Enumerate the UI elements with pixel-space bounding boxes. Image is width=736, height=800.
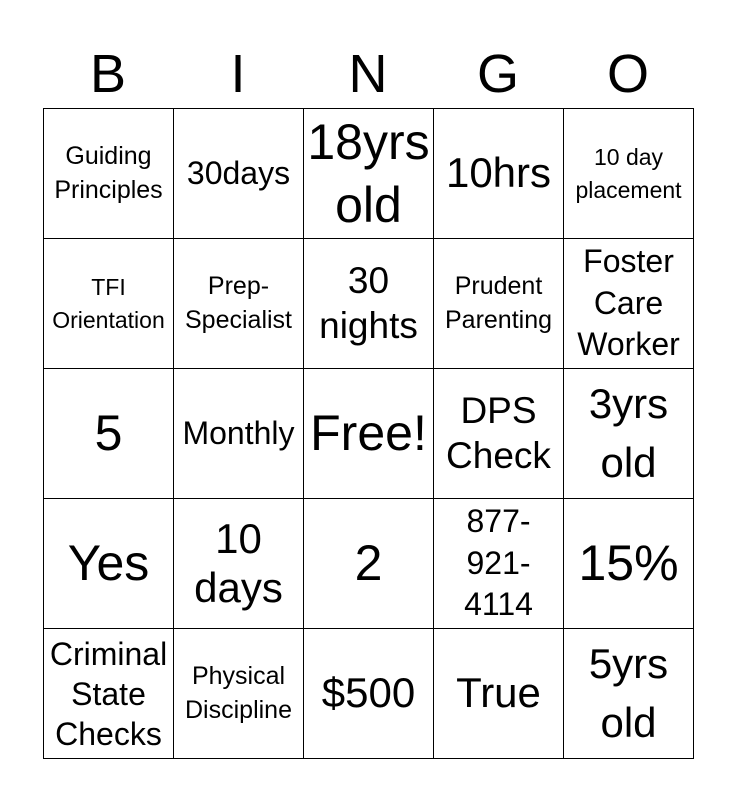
bingo-cell-g1[interactable] xyxy=(433,108,563,238)
cell-text: 10 days xyxy=(194,515,283,611)
bingo-cell-i4[interactable] xyxy=(173,498,303,628)
bingo-cell-b2[interactable] xyxy=(43,238,173,368)
cell-text: 10 day placement xyxy=(575,144,682,203)
header-letter-b: B xyxy=(89,44,127,104)
bingo-cell-g3[interactable] xyxy=(433,368,563,498)
bingo-cell-o5[interactable] xyxy=(563,628,693,758)
cell-text: 15% xyxy=(578,535,679,592)
header-letter-n: N xyxy=(348,44,388,104)
cell-text: Prep-Specialist xyxy=(185,271,292,334)
bingo-cell-i5[interactable] xyxy=(173,628,303,758)
cell-text: Yes xyxy=(67,535,150,592)
bingo-cell-g5[interactable] xyxy=(433,628,563,758)
bingo-cell-b1[interactable] xyxy=(43,108,173,238)
bingo-cell-n5[interactable] xyxy=(303,628,433,758)
header-letter-i: I xyxy=(230,44,246,104)
bingo-cell-i3[interactable] xyxy=(173,368,303,498)
cell-text: DPS Check xyxy=(446,390,551,476)
bingo-cell-n4[interactable] xyxy=(303,498,433,628)
bingo-cell-g2[interactable] xyxy=(433,238,563,368)
bingo-cell-b5[interactable] xyxy=(43,628,173,758)
cell-text: Monthly xyxy=(182,414,295,451)
bingo-cell-g4[interactable] xyxy=(433,498,563,628)
bingo-cell-o1[interactable] xyxy=(563,108,693,238)
cell-text: Foster Care Worker xyxy=(577,243,680,363)
cell-text: 3yrs old xyxy=(588,379,669,486)
cell-text: 2 xyxy=(354,535,383,592)
bingo-cell-n1[interactable] xyxy=(303,108,433,238)
cell-text: 30days xyxy=(186,154,291,191)
free-space-text: Free! xyxy=(310,405,427,462)
cell-text: 10hrs xyxy=(445,149,552,197)
bingo-cell-o2[interactable] xyxy=(563,238,693,368)
cell-text: 30 nights xyxy=(319,260,418,346)
bingo-cell-i2[interactable] xyxy=(173,238,303,368)
bingo-cell-b3[interactable] xyxy=(43,368,173,498)
bingo-cell-n3[interactable] xyxy=(303,368,433,498)
cell-text: Prudent Parenting xyxy=(444,271,553,334)
cell-text: $500 xyxy=(321,669,416,717)
cell-text: 5yrs old xyxy=(588,639,669,746)
bingo-cell-i1[interactable] xyxy=(173,108,303,238)
cell-text: 877-921-4114 xyxy=(464,503,533,623)
cell-text: 18yrs old xyxy=(307,114,430,233)
cell-text: Physical Discipline xyxy=(185,661,292,724)
cell-text: Guiding Principles xyxy=(54,141,163,204)
cell-text: True xyxy=(456,669,541,717)
bingo-cell-n2[interactable] xyxy=(303,238,433,368)
cell-text: Criminal State Checks xyxy=(49,635,168,752)
bingo-header xyxy=(43,40,693,108)
bingo-board xyxy=(43,108,694,759)
header-letter-o: O xyxy=(606,44,649,104)
bingo-cell-o4[interactable] xyxy=(563,498,693,628)
cell-text: TFI Orientation xyxy=(52,274,165,333)
header-letter-g: G xyxy=(476,44,519,104)
cell-text: 5 xyxy=(94,405,123,462)
bingo-cell-b4[interactable] xyxy=(43,498,173,628)
bingo-cell-o3[interactable] xyxy=(563,368,693,498)
